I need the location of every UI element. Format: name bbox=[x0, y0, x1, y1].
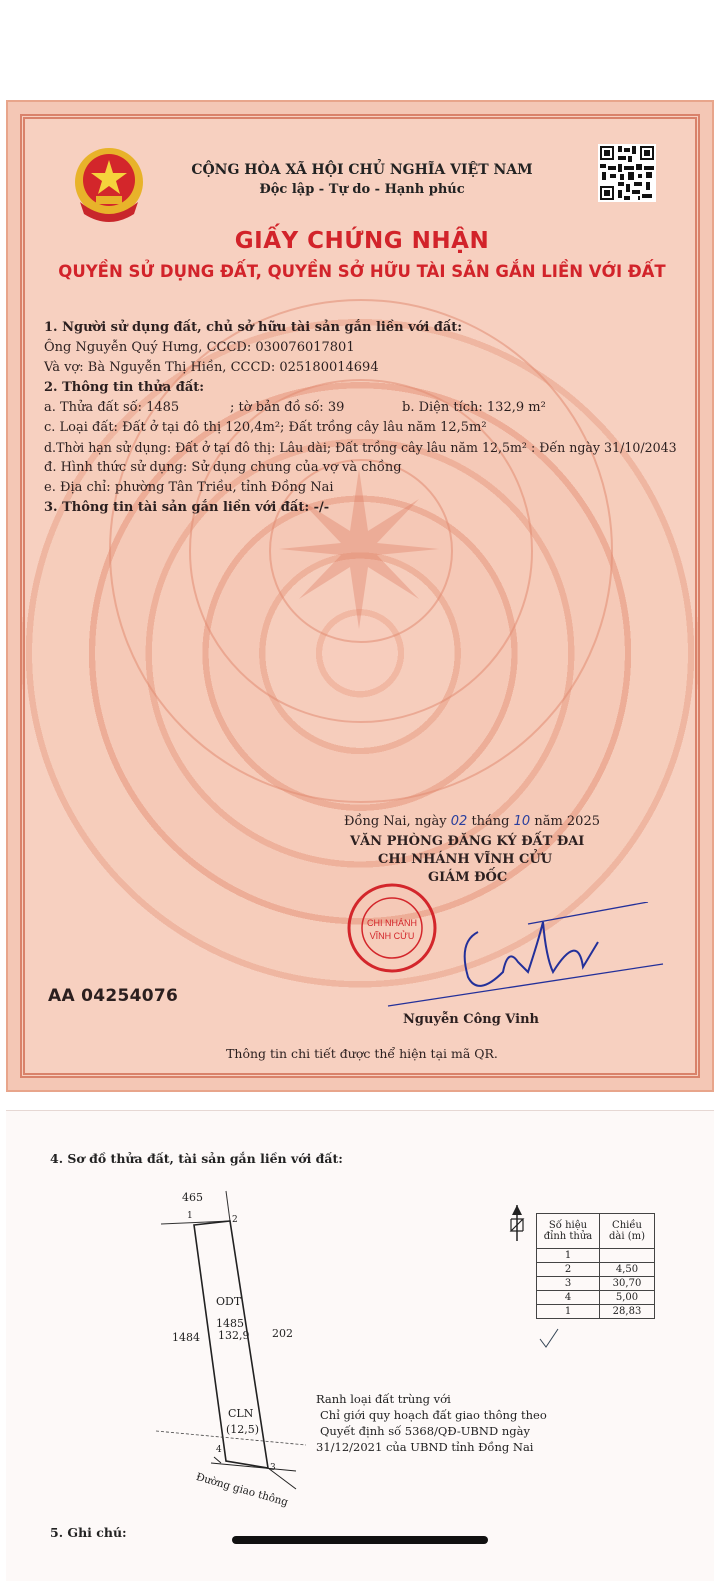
table-row bbox=[537, 1249, 655, 1263]
office-branch: CHI NHÁNH VĨNH CỬU bbox=[378, 852, 553, 867]
section5-heading: 5. Ghi chú: bbox=[50, 1525, 127, 1540]
owner1-line: Ông Nguyễn Quý Hưng, CCCD: 030076017801 bbox=[44, 340, 355, 355]
plot-label-parcel-area: 132,9 bbox=[218, 1329, 250, 1342]
sign-year: năm 2025 bbox=[534, 814, 600, 829]
table-header-length: Chiều dài (m) bbox=[600, 1214, 655, 1249]
sign-month-word: tháng bbox=[471, 814, 510, 829]
plot-diagram bbox=[6, 1111, 714, 1561]
qr-note: Thông tin chi tiết được thể hiện tại mã QR. bbox=[226, 1046, 498, 1061]
table-cell-length: 5,00 bbox=[600, 1291, 655, 1305]
parcel-address: e. Địa chỉ: phường Tân Triều, tỉnh Đồng Nai bbox=[44, 480, 334, 495]
sign-date bbox=[344, 814, 600, 829]
vertex-length-table bbox=[536, 1213, 655, 1319]
table-cell-vertex: 1 bbox=[537, 1305, 600, 1319]
table-cell-length: 4,50 bbox=[600, 1263, 655, 1277]
note-line: Ranh loại đất trùng với bbox=[316, 1392, 451, 1406]
table-header-vertex: Số hiệu đỉnh thửa bbox=[537, 1214, 600, 1249]
certificate-subtitle: QUYỀN SỬ DỤNG ĐẤT, QUYỀN SỞ HỮU TÀI SẢN GẮN LIỀN VỚI ĐẤT bbox=[58, 262, 666, 281]
north-arrow-icon bbox=[508, 1203, 526, 1243]
table-cell-vertex: 4 bbox=[537, 1291, 600, 1305]
plot-vertex-3: 3 bbox=[270, 1463, 276, 1473]
boundary-note bbox=[302, 1391, 562, 1455]
plot-label-parcel-number: 1485 bbox=[216, 1317, 244, 1330]
sign-date-prefix: Đồng Nai, ngày bbox=[344, 814, 447, 829]
certificate-details bbox=[44, 320, 694, 520]
table-cell-length: 30,70 bbox=[600, 1277, 655, 1291]
map-sheet-number: ; tờ bản đồ số: 39 bbox=[230, 400, 345, 415]
table-row bbox=[537, 1291, 655, 1305]
table-row bbox=[537, 1305, 655, 1319]
section1-heading: 1. Người sử dụng đất, chủ sở hữu tài sản gắn liền với đất: bbox=[44, 320, 463, 335]
section2-heading: 2. Thông tin thửa đất: bbox=[44, 380, 205, 395]
parcel-area: b. Diện tích: 132,9 m² bbox=[402, 400, 546, 415]
plot-label-bottom-area: (12,5) bbox=[226, 1423, 260, 1436]
usage-form: đ. Hình thức sử dụng: Sử dụng chung của vợ và chồng bbox=[44, 460, 402, 475]
stamp-text-1: CHI NHÁNH bbox=[366, 918, 418, 928]
plot-vertex-2: 2 bbox=[232, 1215, 238, 1225]
stamp-text-2: VĨNH CỬU bbox=[369, 931, 415, 941]
note-line: 31/12/2021 của UBND tỉnh Đồng Nai bbox=[316, 1440, 534, 1454]
sign-day: 02 bbox=[450, 814, 468, 829]
office-name: VĂN PHÒNG ĐĂNG KÝ ĐẤT ĐAI bbox=[350, 834, 585, 849]
plot-diagram-page bbox=[6, 1110, 714, 1581]
plot-vertex-4: 4 bbox=[216, 1445, 222, 1455]
serial-number: AA 04254076 bbox=[48, 986, 179, 1006]
table-cell-vertex: 1 bbox=[537, 1249, 600, 1263]
section4-heading: 4. Sơ đồ thửa đất, tài sản gắn liền với đất: bbox=[50, 1151, 343, 1166]
table-row bbox=[537, 1263, 655, 1277]
certificate-title: GIẤY CHỨNG NHẬN bbox=[234, 228, 490, 254]
plot-label-land-code-top: ODT bbox=[216, 1295, 242, 1308]
table-cell-length bbox=[600, 1249, 655, 1263]
plot-vertex-1: 1 bbox=[187, 1211, 193, 1221]
nation-title: CỘNG HÒA XÃ HỘI CHỦ NGHĨA VIỆT NAM bbox=[191, 162, 533, 178]
land-type: c. Loại đất: Đất ở tại đô thị 120,4m²; Đất trồng cây lâu năm 12,5m² bbox=[44, 420, 487, 435]
usage-term: d.Thời hạn sử dụng: Đất ở tại đô thị: Lâu dài; Đất trồng cây lâu năm 12,5m² : Đến ngày 31/10/2043 bbox=[44, 440, 677, 455]
table-cell-vertex: 3 bbox=[537, 1277, 600, 1291]
signer-position: GIÁM ĐỐC bbox=[428, 870, 508, 885]
plot-label-west-parcel: 1484 bbox=[172, 1331, 200, 1344]
table-row bbox=[537, 1277, 655, 1291]
plot-label-road: Đường giao thông bbox=[194, 1471, 290, 1509]
table-cell-vertex: 2 bbox=[537, 1263, 600, 1277]
section3-heading: 3. Thông tin tài sản gắn liền với đất: -/- bbox=[44, 500, 330, 515]
signer-name: Nguyễn Công Vinh bbox=[403, 1012, 540, 1027]
home-indicator[interactable] bbox=[232, 1536, 488, 1544]
plot-label-land-code-bottom: CLN bbox=[228, 1407, 254, 1420]
sign-month: 10 bbox=[513, 814, 531, 829]
plot-label-east-parcel: 202 bbox=[272, 1327, 293, 1340]
plot-label-north-parcel: 465 bbox=[182, 1191, 203, 1204]
note-line: Chỉ giới quy hoạch đất giao thông theo bbox=[320, 1408, 547, 1422]
nation-motto: Độc lập - Tự do - Hạnh phúc bbox=[259, 182, 465, 197]
note-line: Quyết định số 5368/QĐ-UBND ngày bbox=[320, 1424, 530, 1438]
parcel-number: a. Thửa đất số: 1485 bbox=[44, 400, 180, 415]
signature-icon bbox=[378, 902, 668, 1012]
owner2-line: Và vợ: Bà Nguyễn Thị Hiền, CCCD: 025180014694 bbox=[44, 360, 379, 375]
table-cell-length: 28,83 bbox=[600, 1305, 655, 1319]
certificate-page bbox=[6, 100, 714, 1092]
